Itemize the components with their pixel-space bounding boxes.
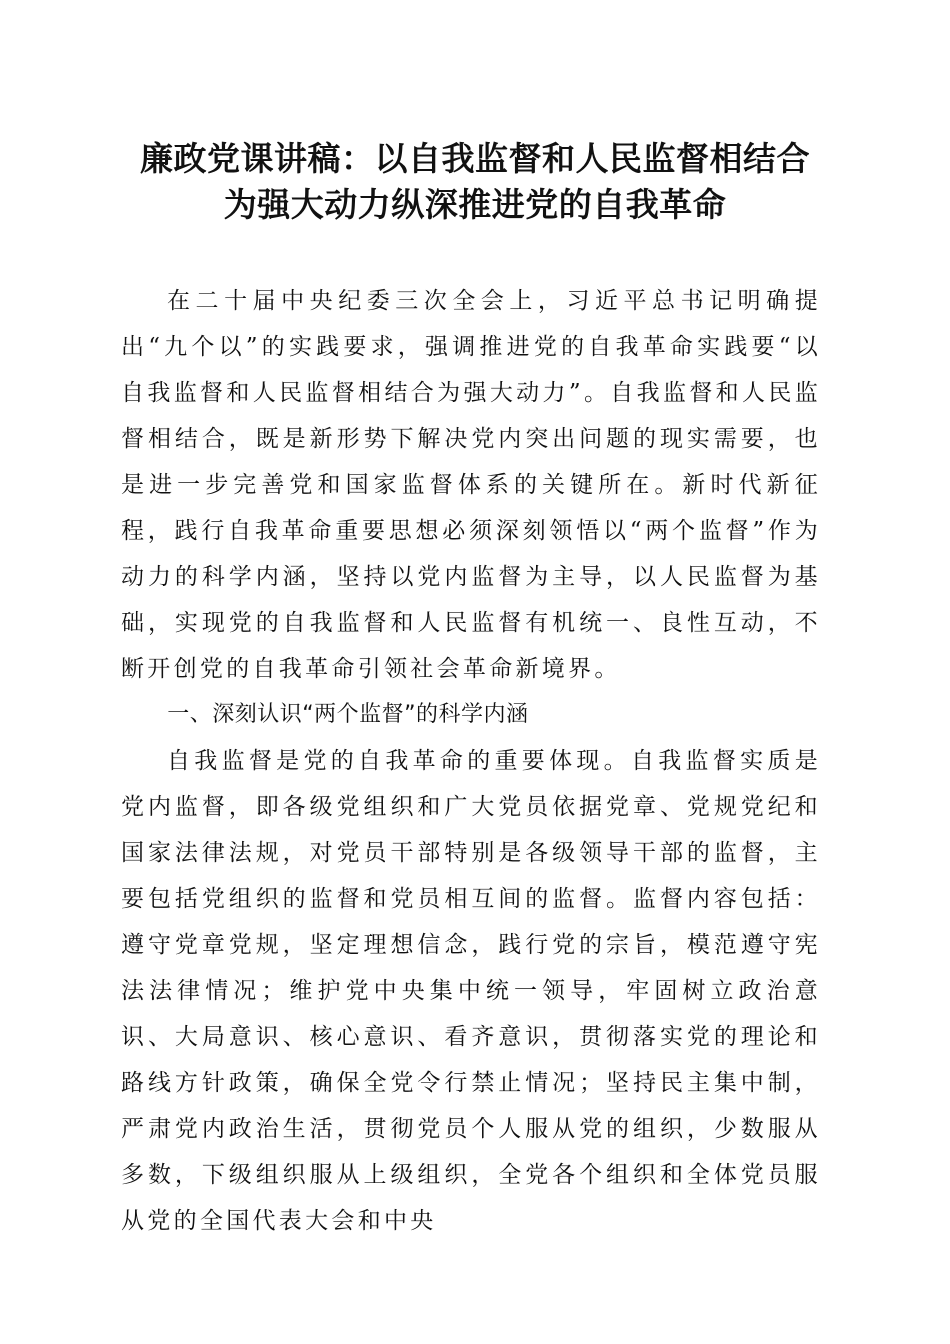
intro-paragraph: 在二十届中央纪委三次全会上，习近平总书记明确提出“九个以”的实践要求，强调推进党的自我革命实践要“以自我监督和人民监督相结合为强大动力”。自我监督和人民监督相结合，既是新形势下解决党内突出问题的现实需要，也是进一步完善党和国家监督体系的关键所在。新时代新征程，践行自我革命重要思想必须深刻领悟以“两个监督”作为动力的科学内涵，坚持以党内监督为主导，以人民监督为基础，实现党的自我监督和人民监督有机统一、良性互动，不断开创党的自我革命引领社会革命新境界。 [121,288,821,682]
document-title [100,136,850,228]
section-paragraph: 自我监督是党的自我革命的重要体现。自我监督实质是党内监督，即各级党组织和广大党员依据党章、党规党纪和国家法律法规，对党员干部特别是各级领导干部的监督，主要包括党组织的监督和党员相互间的监督。监督内容包括：遵守党章党规，坚定理想信念，践行党的宗旨，模范遵守宪法法律情况；维护党中央集中统一领导，牢固树立政治意识、大局意识、核心意识、看齐意识，贯彻落实党的理论和路线方针政策，确保全党令行禁止情况；坚持民主集中制，严肃党内政治生活，贯彻党员个人服从党的组织，少数服从多数，下级组织服从上级组织，全党各个组织和全体党员服从党的全国代表大会和中央 [121,748,821,1234]
document-body [121,278,821,1244]
title-line-2: 为强大动力纵深推进党的自我革命 [223,185,727,224]
title-line-1: 廉政党课讲稿：以自我监督和人民监督相结合 [140,139,810,178]
section-heading: 一、深刻认识“两个监督”的科学内涵 [167,702,529,727]
